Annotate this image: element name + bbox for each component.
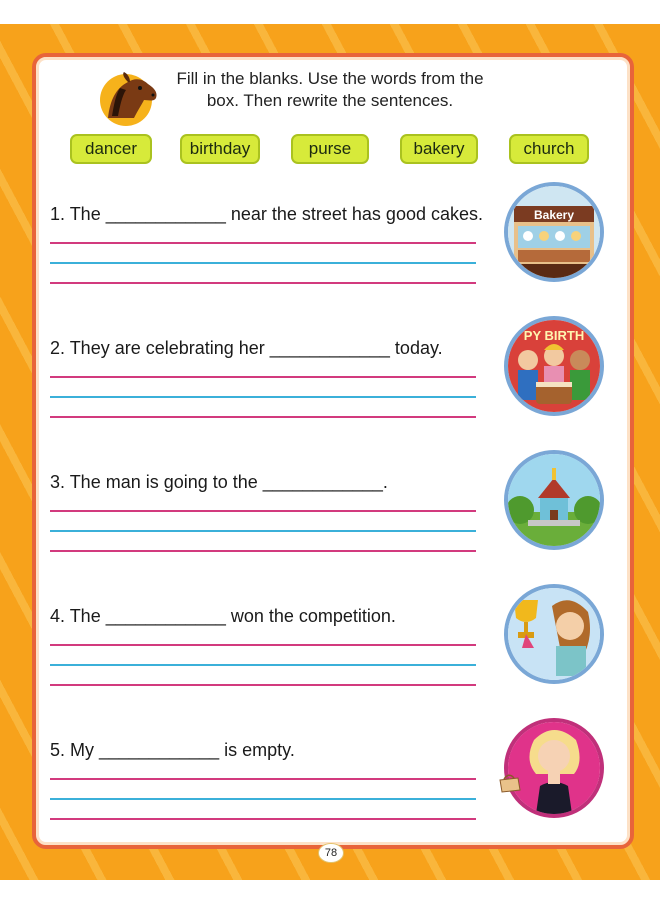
answer-line[interactable] (50, 778, 476, 780)
answer-line[interactable] (50, 644, 476, 646)
bakery-shop-picture (504, 182, 604, 282)
purse-icon (496, 770, 522, 796)
question-4: 4. The ____________ won the competition. (50, 606, 396, 626)
answer-line[interactable] (50, 376, 476, 378)
word-church: church (509, 134, 589, 164)
answer-line[interactable] (50, 798, 476, 800)
question-3: 3. The man is going to the ____________. (50, 472, 388, 492)
question-5: 5. My ____________ is empty. (50, 740, 295, 760)
answer-line[interactable] (50, 530, 476, 532)
question-2: 2. They are celebrating her ____________ today. (50, 338, 443, 358)
answer-line[interactable] (50, 550, 476, 552)
church-picture (504, 450, 604, 550)
page-number: 78 (318, 843, 344, 863)
bakery-sign-text: Bakery (533, 208, 575, 222)
answer-line[interactable] (50, 262, 476, 264)
banner-text: PY BIRTH (523, 328, 585, 343)
word-dancer: dancer (70, 134, 152, 164)
instructions-text: Fill in the blanks. Use the words from the box. Then rewrite the sentences. (176, 69, 484, 110)
answer-line[interactable] (50, 818, 476, 820)
woman-with-purse-picture (504, 718, 604, 818)
word-bakery: bakery (400, 134, 478, 164)
answer-line[interactable] (50, 664, 476, 666)
girl-with-trophy-picture (504, 584, 604, 684)
answer-line[interactable] (50, 282, 476, 284)
birthday-party-picture (504, 316, 604, 416)
answer-line[interactable] (50, 684, 476, 686)
horse-head-icon (98, 70, 160, 128)
answer-line[interactable] (50, 396, 476, 398)
word-purse: purse (291, 134, 369, 164)
answer-line[interactable] (50, 242, 476, 244)
answer-line[interactable] (50, 510, 476, 512)
question-1: 1. The ____________ near the street has good cakes. (50, 204, 483, 224)
word-bank (70, 134, 590, 166)
answer-line[interactable] (50, 416, 476, 418)
word-birthday: birthday (180, 134, 260, 164)
